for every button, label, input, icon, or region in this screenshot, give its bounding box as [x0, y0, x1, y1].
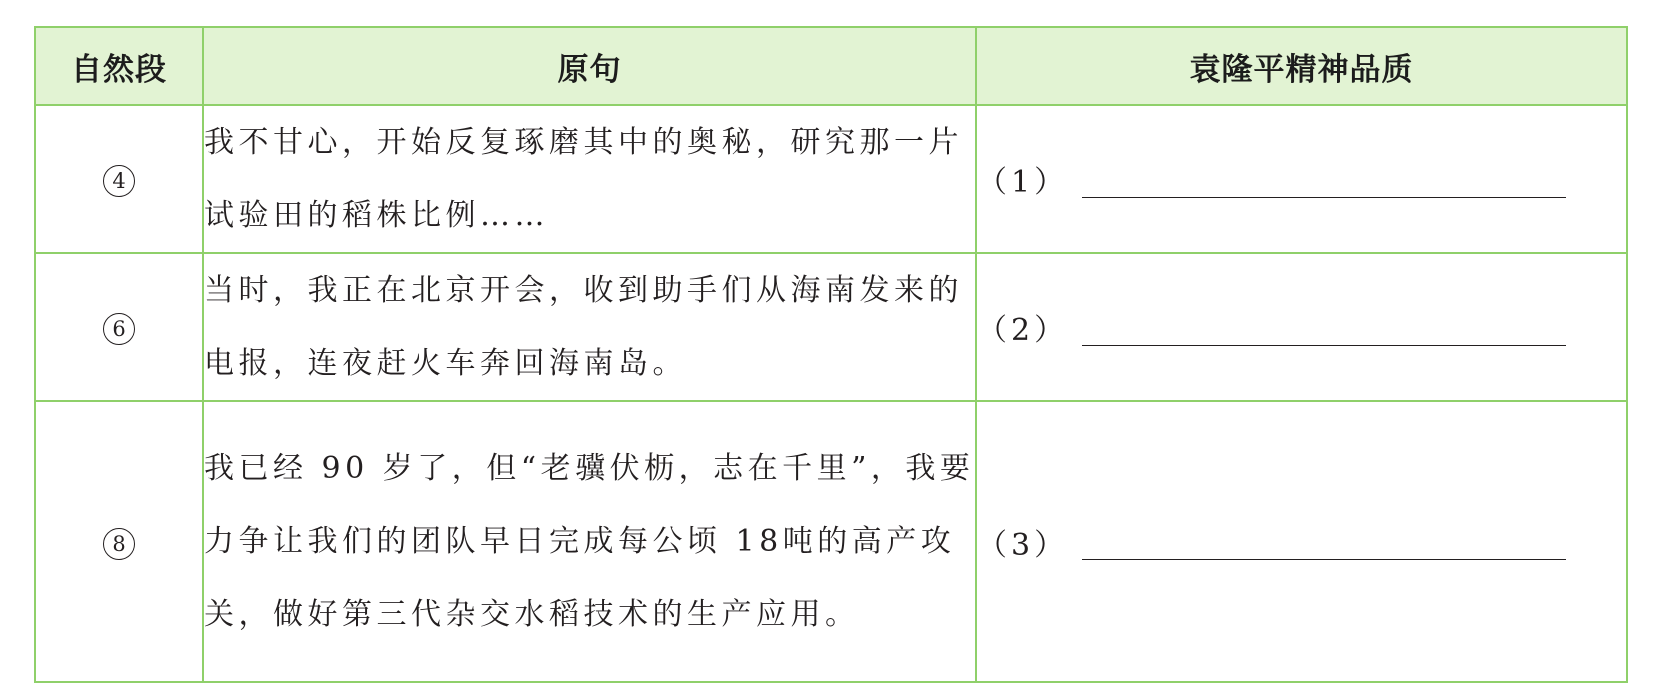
original-sentence: 我已经 90 岁了，但“老骥伏枥，志在千里”，我要力争让我们的团队早日完成每公顷 18吨的高产攻关，做好第三代杂交水稻技术的生产应用。 [204, 451, 975, 632]
paragraph-cell [35, 253, 203, 401]
paragraph-number: 8 [103, 528, 135, 560]
table-header-row [35, 27, 1627, 105]
original-sentence-cell [203, 253, 976, 401]
answer-blank[interactable] [1082, 161, 1566, 198]
answer-cell [976, 105, 1627, 253]
original-sentence-cell [203, 105, 976, 253]
header-spirit-quality: 袁隆平精神品质 [976, 27, 1627, 105]
answer-cell [976, 253, 1627, 401]
header-paragraph: 自然段 [35, 27, 203, 105]
answer-blank[interactable] [1082, 523, 1566, 560]
original-sentence: 当时，我正在北京开会，收到助手们从海南发来的电报，连夜赶火车奔回海南岛。 [204, 273, 963, 381]
paragraph-cell [35, 401, 203, 682]
answer-blank[interactable] [1082, 309, 1566, 346]
table-row [35, 253, 1627, 401]
original-sentence: 我不甘心，开始反复琢磨其中的奥秘，研究那一片试验田的稻株比例…… [204, 125, 963, 233]
header-original-sentence: 原句 [203, 27, 976, 105]
answer-label: （1） [977, 165, 1069, 200]
paragraph-number: 4 [103, 165, 135, 197]
original-sentence-cell [203, 401, 976, 682]
worksheet-table [34, 26, 1628, 683]
paragraph-number: 6 [103, 313, 135, 345]
paragraph-cell [35, 105, 203, 253]
table-row [35, 105, 1627, 253]
answer-cell [976, 401, 1627, 682]
table-row [35, 401, 1627, 682]
answer-label: （2） [977, 313, 1069, 348]
answer-label: （3） [977, 527, 1069, 563]
